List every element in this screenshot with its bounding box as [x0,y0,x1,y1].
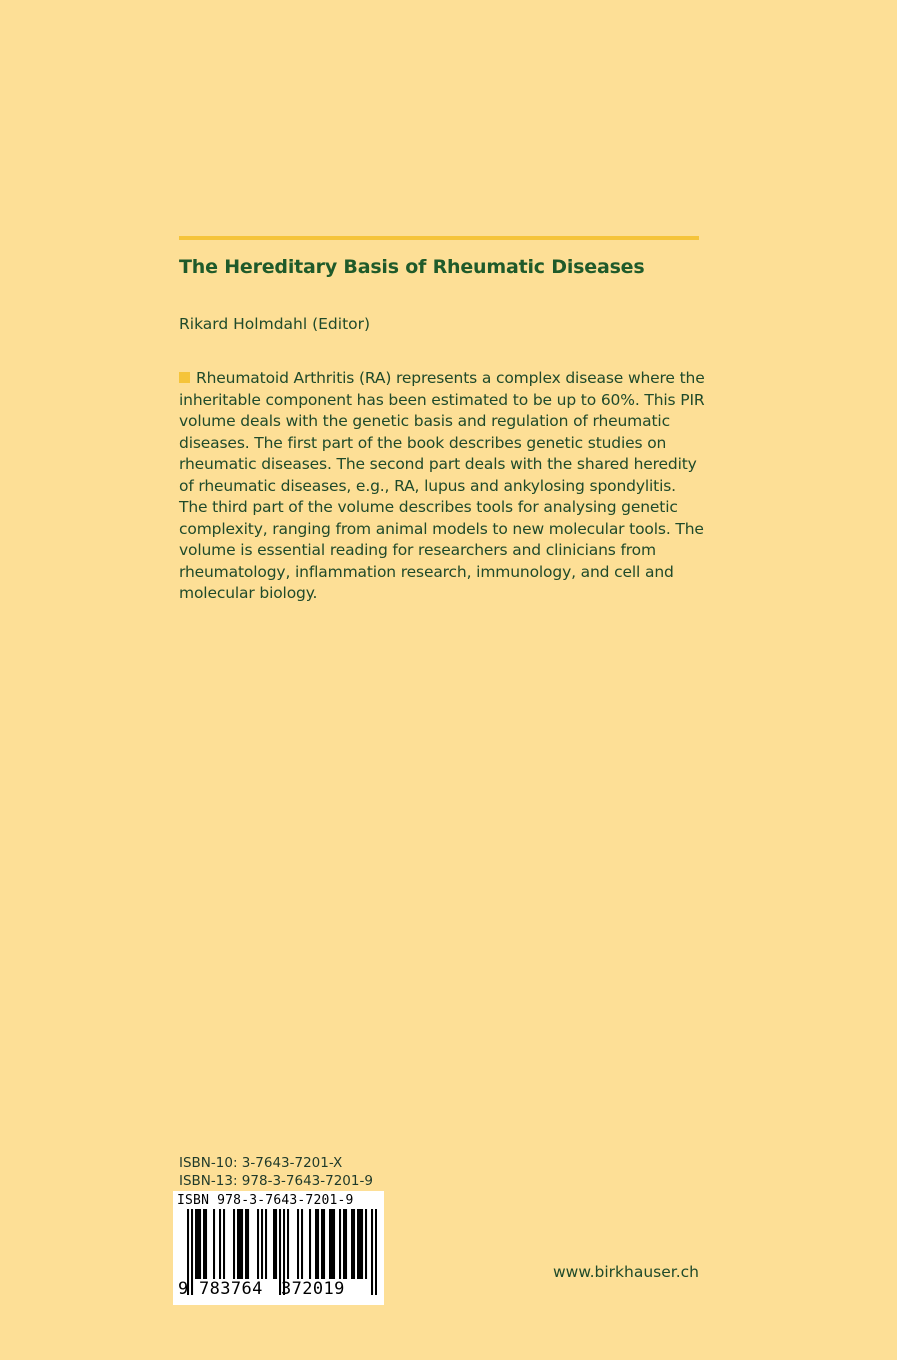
barcode-bar [233,1209,235,1279]
book-title: The Hereditary Basis of Rheumatic Diseases [179,256,645,278]
barcode-first-digit: 9 [178,1279,189,1299]
barcode-bar [195,1209,197,1279]
barcode-bar [247,1209,249,1279]
barcode-bar [345,1209,347,1279]
barcode [173,1191,384,1305]
barcode-bar [329,1209,331,1279]
publisher-website[interactable]: www.birkhauser.ch [552,1263,699,1281]
barcode-bar [317,1209,319,1279]
barcode-bar [339,1209,341,1279]
barcode-bar [191,1209,193,1295]
barcode-bar [359,1209,361,1279]
barcode-isbn-label: ISBN 978-3-7643-7201-9 [177,1193,354,1208]
barcode-bar [219,1209,221,1279]
barcode-bar [357,1209,359,1279]
barcode-bar [371,1209,373,1295]
barcode-bar [323,1209,325,1279]
book-description [179,368,709,605]
barcode-bar [321,1209,323,1279]
barcode-bar [361,1209,363,1279]
barcode-bar [241,1209,243,1279]
barcode-bar [237,1209,239,1279]
bullet-square-icon [179,372,190,383]
barcode-bar [199,1209,201,1279]
barcode-bar [365,1209,367,1279]
barcode-bar [265,1209,267,1279]
barcode-bar [213,1209,215,1279]
barcode-bar [353,1209,355,1279]
barcode-bar [223,1209,225,1279]
barcode-bar [203,1209,205,1279]
barcode-bar [275,1209,277,1279]
accent-rule [179,236,699,240]
barcode-bar [301,1209,303,1279]
barcode-bar [239,1209,241,1279]
barcode-bar [205,1209,207,1279]
barcode-bar [197,1209,199,1279]
barcode-bar [261,1209,263,1279]
barcode-bar [257,1209,259,1279]
barcode-bar [351,1209,353,1279]
barcode-bar [245,1209,247,1279]
book-description-text: Rheumatoid Arthritis (RA) represents a complex disease where the inheritable component has been estimated to be up to 60%. This PIR volume deals with the genetic basis and regulation of rheumatic diseases. The first part of the book describes genetic studies on rheumatic diseases. The second part deals with the shared heredity of rheumatic diseases, e.g., RA, lupus and ankylosing spondylitis. The third part of the volume describes tools for analysing genetic complexity, ranging from animal models to new molecular tools. The volume is essential reading for researchers and clinicians from rheumatology, inflammation research, immunology, and cell and molecular biology. [179,369,705,602]
barcode-bar [315,1209,317,1279]
barcode-bar [287,1209,289,1279]
barcode-bar [333,1209,335,1279]
book-author: Rikard Holmdahl (Editor) [179,315,371,333]
barcode-right-digits: 372019 [281,1279,345,1299]
isbn-10: ISBN-10: 3-7643-7201-X [179,1155,343,1171]
barcode-bar [297,1209,299,1279]
barcode-bar [375,1209,377,1295]
barcode-bar [273,1209,275,1279]
barcode-left-digits: 783764 [199,1279,263,1299]
isbn-13: ISBN-13: 978-3-7643-7201-9 [179,1173,373,1189]
barcode-bar [343,1209,345,1279]
barcode-bar [331,1209,333,1279]
barcode-bar [309,1209,311,1279]
